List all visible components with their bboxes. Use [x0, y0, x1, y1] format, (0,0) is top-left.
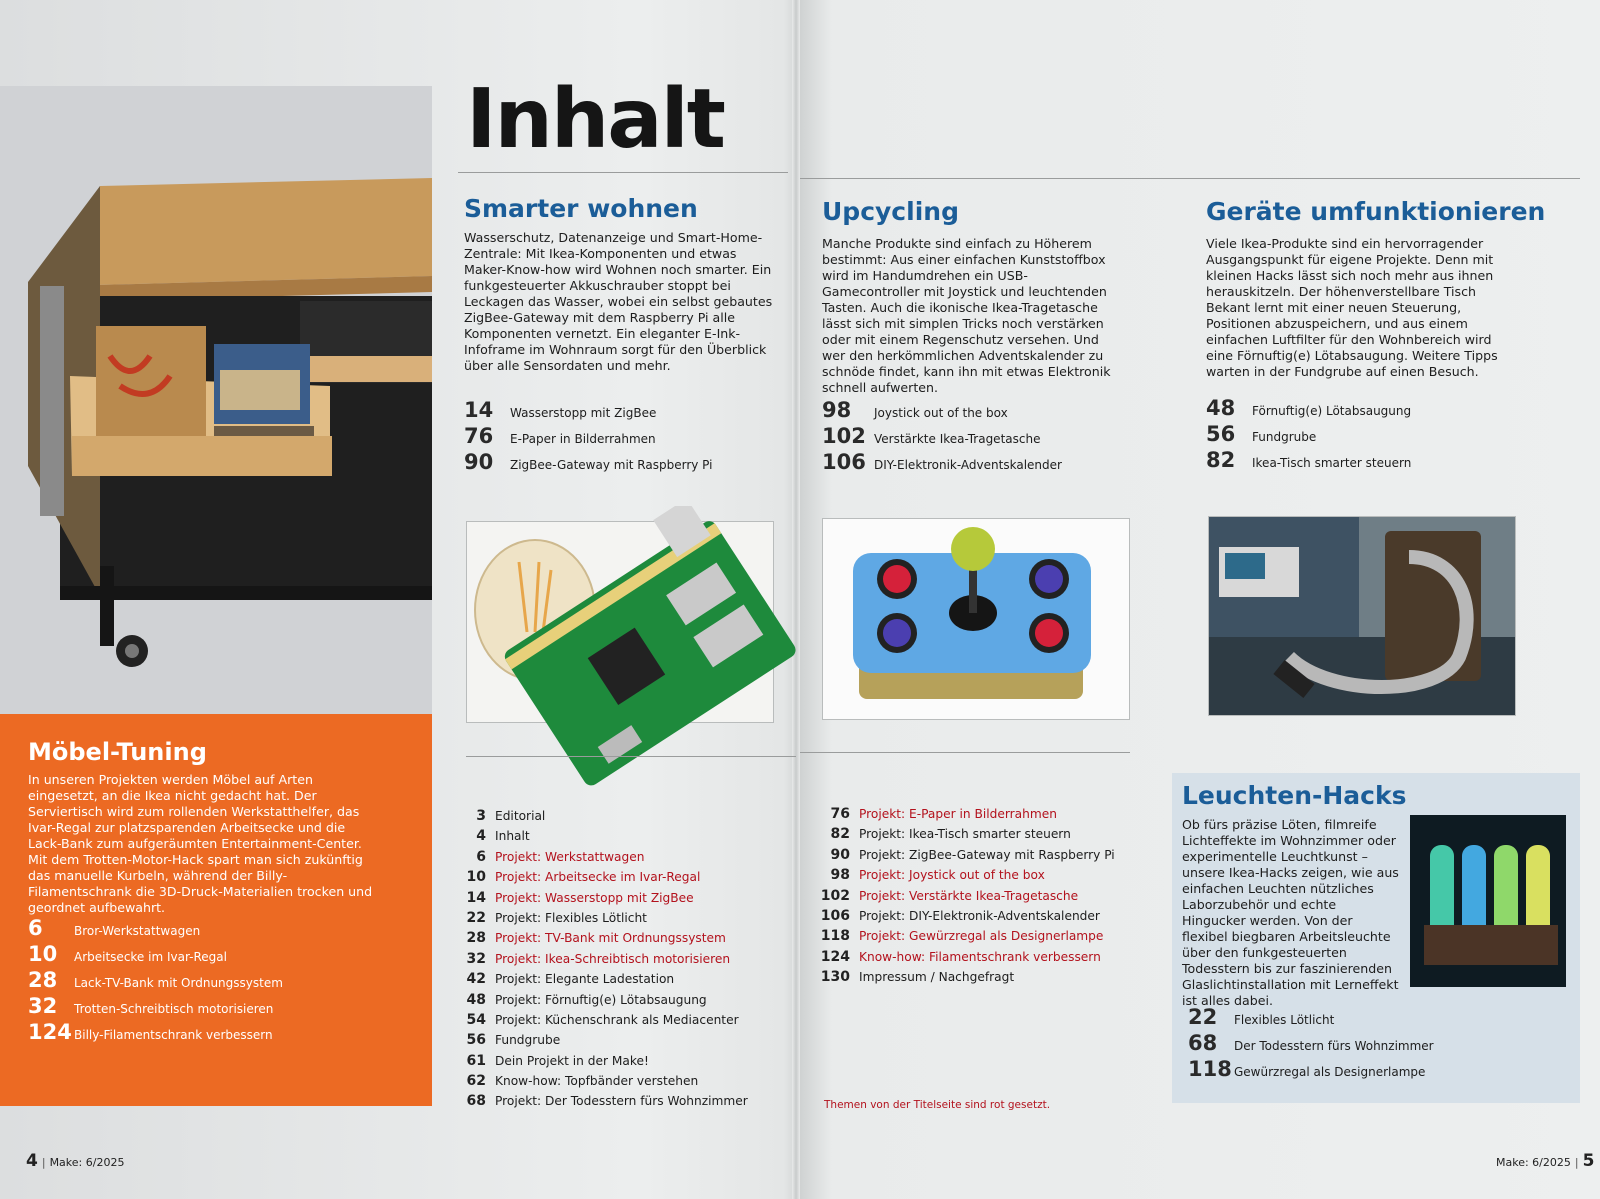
list-item[interactable] — [1206, 396, 1566, 422]
item-label: Billy-Filamentschrank verbessern — [74, 1028, 273, 1042]
toc-page: 4 — [476, 828, 486, 845]
toc-label: Fundgrube — [495, 1033, 561, 1048]
toc-page: 62 — [466, 1073, 486, 1090]
left-page-number: 4 — [26, 1151, 38, 1171]
item-label: DIY-Elektronik-Adventskalender — [874, 458, 1062, 472]
toc-label: Impressum / Nachgefragt — [859, 970, 1015, 985]
leuchten-hacks-box — [1172, 773, 1580, 1103]
toc-row[interactable] — [820, 847, 1160, 867]
toc-row[interactable] — [456, 930, 796, 950]
toc-label: Projekt: Ikea-Schreibtisch motorisieren — [495, 951, 731, 966]
toc-label: Inhalt — [495, 829, 530, 844]
workbench-cart-illustration — [0, 86, 432, 714]
toc-page: 61 — [466, 1052, 486, 1069]
toc-row[interactable] — [456, 828, 796, 848]
list-item[interactable] — [28, 994, 388, 1020]
toc-row[interactable] — [820, 867, 1160, 887]
list-item[interactable] — [28, 968, 388, 994]
joystick-box-image — [822, 518, 1130, 720]
item-label: Joystick out of the box — [874, 406, 1008, 420]
toc-row[interactable] — [456, 1073, 796, 1093]
moebel-tuning-box — [0, 714, 432, 1106]
toc-page: 106 — [820, 907, 850, 924]
moebel-tuning-list — [28, 916, 388, 1046]
toc-label: Projekt: DIY-Elektronik-Adventskalender — [859, 908, 1100, 923]
smarter-wohnen-list — [464, 398, 784, 476]
toc-label: Projekt: Werkstattwagen — [495, 849, 645, 864]
item-label: Der Todesstern fürs Wohnzimmer — [1234, 1039, 1434, 1053]
toc-row[interactable] — [820, 826, 1160, 846]
toc-page: 102 — [820, 887, 850, 904]
toc-row[interactable] — [456, 1012, 796, 1032]
toc-row[interactable] — [456, 910, 796, 930]
toc-page: 3 — [476, 808, 486, 824]
glass-tubes-illustration — [1410, 815, 1566, 987]
toc-label: Know-how: Filamentschrank verbessern — [859, 949, 1101, 964]
list-item[interactable] — [28, 942, 388, 968]
toc-row[interactable] — [456, 951, 796, 971]
item-label: Bror-Werkstattwagen — [74, 924, 201, 938]
upcycling-heading: Upcycling — [822, 197, 959, 226]
item-label: Fundgrube — [1252, 430, 1317, 444]
upcycling-intro: Manche Produkte sind einfach zu Höherem bestimmt: Aus einer einfachen Kunststoffbox wird im Handumdrehen ein USB-Gamecontroller mit Joystick und leuchtenden Tasten. Auch die ikonische Ikea-Tragetasche lässt sich mit simplen Tricks noch verstärken oder mit einem Regenschutz versehen. Und wer den herkömmlichen Adventskalender zu schnöde findet, kann ihn mit etwas Elektronik schnell aufwerten. — [822, 236, 1111, 395]
toc-label: Projekt: Der Todesstern fürs Wohnzimmer — [495, 1094, 748, 1109]
geraete-list — [1206, 396, 1566, 474]
toc-row[interactable] — [456, 869, 796, 889]
page-number: 28 — [28, 968, 58, 992]
title-rule — [458, 172, 788, 173]
item-label: Flexibles Lötlicht — [1234, 1013, 1335, 1027]
page-number: 76 — [464, 424, 494, 448]
list-item[interactable] — [464, 398, 784, 424]
item-label: Wasserstopp mit ZigBee — [510, 406, 657, 420]
toc-page: 10 — [466, 869, 486, 886]
list-item[interactable] — [28, 1020, 388, 1046]
page-number: 22 — [1188, 1005, 1218, 1029]
toc-label: Projekt: Arbeitsecke im Ivar-Regal — [495, 870, 701, 885]
toc-page: 76 — [830, 806, 850, 822]
toc-row[interactable] — [820, 969, 1160, 989]
item-label: Verstärkte Ikea-Tragetasche — [874, 432, 1041, 446]
toc-label: Projekt: TV-Bank mit Ordnungssystem — [495, 931, 726, 946]
page-number: 32 — [28, 994, 58, 1018]
item-label: Arbeitsecke im Ivar-Regal — [74, 950, 227, 964]
item-label: E-Paper in Bilderrahmen — [510, 432, 656, 446]
toc-row[interactable] — [456, 849, 796, 869]
toc-label: Know-how: Topfbänder verstehen — [495, 1074, 699, 1089]
page-number: 56 — [1206, 422, 1236, 446]
toc-row[interactable] — [456, 1093, 796, 1113]
left-toc-rule — [466, 756, 796, 757]
smarter-wohnen-heading: Smarter wohnen — [464, 194, 698, 223]
right-footer: Make: 6/2025 | 5 — [1496, 1151, 1595, 1171]
right-page-number: 5 — [1582, 1151, 1595, 1171]
geraete-intro: Viele Ikea-Produkte sind ein hervorragender Ausgangspunkt für eigene Projekte. Denn mit kleinen Hacks lässt sich noch mehr aus ihnen herauskitzeln. Der höhenverstellbare Tisch Bekant lernt mit einer neuen Steuerung, Positionen abzuspeichern, und aus einem einfachen Luftfilter für den Wohnbereich wird eine Förnuftig(e) Lötabsaugung. Weitere Tipps warten in der Fundgrube auf einen Besuch. — [1206, 236, 1498, 379]
list-item[interactable] — [822, 424, 1162, 450]
leuchten-hacks-list — [1188, 1005, 1568, 1083]
left-issue-label: Make: 6/2025 — [49, 1156, 125, 1169]
toc-page: 82 — [830, 826, 850, 843]
page-number: 90 — [464, 450, 494, 474]
toc-label: Dein Projekt in der Make! — [495, 1053, 649, 1068]
list-item[interactable] — [1188, 1057, 1568, 1083]
left-table-of-contents — [456, 808, 796, 1114]
toc-label: Projekt: Verstärkte Ikea-Tragetasche — [859, 888, 1079, 903]
toc-label: Editorial — [495, 809, 546, 823]
toc-page: 22 — [466, 909, 486, 926]
toc-row[interactable] — [456, 971, 796, 991]
right-issue-label: Make: 6/2025 — [1496, 1156, 1571, 1169]
raspberry-pi-board — [496, 506, 796, 806]
joystick-box-illustration — [823, 519, 1130, 720]
toc-page: 28 — [466, 930, 486, 947]
item-label: Förnuftig(e) Lötabsaugung — [1252, 404, 1412, 418]
item-label: Ikea-Tisch smarter steuern — [1252, 456, 1412, 470]
toc-row[interactable] — [456, 890, 796, 910]
toc-label: Projekt: ZigBee-Gateway mit Raspberry Pi — [859, 847, 1115, 862]
page-number: 6 — [28, 916, 43, 940]
moebel-tuning-intro: In unseren Projekten werden Möbel auf Arten eingesetzt, an die Ikea nicht gedacht hat. Der Serviertisch wird zum rollenden Werkstatthelfer, das Ivar-Regal zur platzsparenden Arbeitsecke und die Lack-Bank zum aufgeräumten Entertainment-Center. Mit dem Trotten-Motor-Hack spart man sich zukünftig das manuelle Kurbeln, während der Billy-Filamentschrank die 3D-Druck-Materialien trocken und geordnet aufbewahrt. — [28, 772, 373, 915]
toc-row[interactable] — [456, 808, 796, 828]
red-topics-note: Themen von der Titelseite sind rot gesetzt. — [824, 1099, 1051, 1111]
moebel-tuning-heading: Möbel-Tuning — [28, 738, 207, 766]
item-label: Lack-TV-Bank mit Ordnungssystem — [74, 976, 283, 990]
toc-page: 118 — [820, 928, 850, 945]
page-number: 118 — [1188, 1057, 1232, 1081]
page-title: Inhalt — [466, 72, 724, 167]
toc-page: 14 — [466, 889, 486, 906]
list-item[interactable] — [464, 424, 784, 450]
toc-label: Projekt: Flexibles Lötlicht — [495, 910, 647, 925]
toc-row[interactable] — [820, 908, 1160, 928]
toc-label: Projekt: Elegante Ladestation — [495, 972, 675, 987]
toc-page: 68 — [466, 1093, 486, 1110]
right-table-of-contents — [820, 806, 1160, 990]
toc-page: 42 — [466, 971, 486, 988]
geraete-heading: Geräte umfunktionieren — [1206, 197, 1546, 226]
toc-row[interactable] — [456, 1053, 796, 1073]
toc-row[interactable] — [820, 928, 1160, 948]
page-number: 68 — [1188, 1031, 1218, 1055]
page-number: 106 — [822, 450, 866, 474]
toc-page: 124 — [820, 948, 850, 965]
toc-page: 98 — [830, 867, 850, 884]
left-footer: 4 | Make: 6/2025 — [26, 1151, 125, 1171]
toc-row[interactable] — [820, 949, 1160, 969]
toc-page: 54 — [466, 1011, 486, 1028]
leuchten-hacks-heading: Leuchten-Hacks — [1182, 781, 1407, 810]
toc-page: 6 — [476, 848, 486, 865]
toc-page: 48 — [466, 991, 486, 1008]
toc-label: Projekt: E-Paper in Bilderrahmen — [859, 807, 1057, 821]
item-label: Gewürzregal als Designerlampe — [1234, 1065, 1426, 1079]
glass-tubes-image — [1410, 815, 1566, 987]
toc-row[interactable] — [456, 1032, 796, 1052]
page-number: 82 — [1206, 448, 1236, 472]
list-item[interactable] — [1188, 1031, 1568, 1057]
toc-row[interactable] — [820, 806, 1160, 826]
list-item[interactable] — [464, 450, 784, 476]
toc-page: 90 — [830, 846, 850, 863]
upcycling-list — [822, 398, 1162, 476]
list-item[interactable] — [28, 916, 388, 942]
list-item[interactable] — [1188, 1005, 1568, 1031]
list-item[interactable] — [822, 398, 1162, 424]
toc-label: Projekt: Gewürzregal als Designerlampe — [859, 929, 1104, 944]
leuchten-hacks-intro: Ob fürs präzise Löten, filmreife Lichteffekte im Wohnzimmer oder experimentelle Leuchtkunst – unsere Ikea-Hacks zeigen, wie aus einfachen Leuchten nützliches Laborzubehör und echte Hingucker werden. Von der flexibel biegbaren Arbeitsleuchte über den funkgesteuerten Todesstern bis zur faszinierenden Glaslichtinstallation mit Lerneffekt ist alles dabei. — [1182, 817, 1399, 1008]
item-label: Trotten-Schreibtisch motorisieren — [74, 1002, 274, 1016]
page-number: 10 — [28, 942, 58, 966]
page-number: 124 — [28, 1020, 72, 1044]
page-number: 48 — [1206, 396, 1236, 420]
page-number: 102 — [822, 424, 866, 448]
list-item[interactable] — [822, 450, 1162, 476]
fume-extractor-image — [1208, 516, 1516, 716]
fume-extractor-illustration — [1209, 517, 1516, 716]
toc-label: Projekt: Joystick out of the box — [859, 868, 1045, 883]
toc-row[interactable] — [456, 992, 796, 1012]
toc-label: Projekt: Förnuftig(e) Lötabsaugung — [495, 992, 707, 1007]
right-toc-rule — [800, 752, 1130, 753]
item-label: ZigBee-Gateway mit Raspberry Pi — [510, 458, 713, 472]
toc-page: 32 — [466, 950, 486, 967]
smarter-wohnen-intro: Wasserschutz, Datenanzeige und Smart-Home-Zentrale: Mit Ikea-Komponenten und etwas Maker-Know-how wird Wohnen noch smarter. Ein funkgesteuerter Akkuschrauber stoppt bei Leckagen das Wasser, wobei ein selbst gebautes ZigBee-Gateway mit dem Raspberry Pi alle Komponenten vernetzt. Ein eleganter E-Ink-Infoframe im Wohnraum sorgt für den Überblick über alle Sensordaten und mehr. — [464, 230, 773, 373]
page-number: 98 — [822, 398, 852, 422]
toc-label: Projekt: Küchenschrank als Mediacenter — [495, 1012, 739, 1027]
list-item[interactable] — [1206, 422, 1566, 448]
toc-label: Projekt: Ikea-Tisch smarter steuern — [859, 827, 1071, 842]
list-item[interactable] — [1206, 448, 1566, 474]
workbench-cart-photo — [0, 86, 432, 714]
toc-page: 56 — [466, 1032, 486, 1049]
toc-page: 130 — [820, 969, 850, 986]
toc-row[interactable] — [820, 888, 1160, 908]
page-number: 14 — [464, 398, 494, 422]
toc-label: Projekt: Wasserstopp mit ZigBee — [495, 890, 694, 905]
right-top-rule — [800, 178, 1580, 179]
